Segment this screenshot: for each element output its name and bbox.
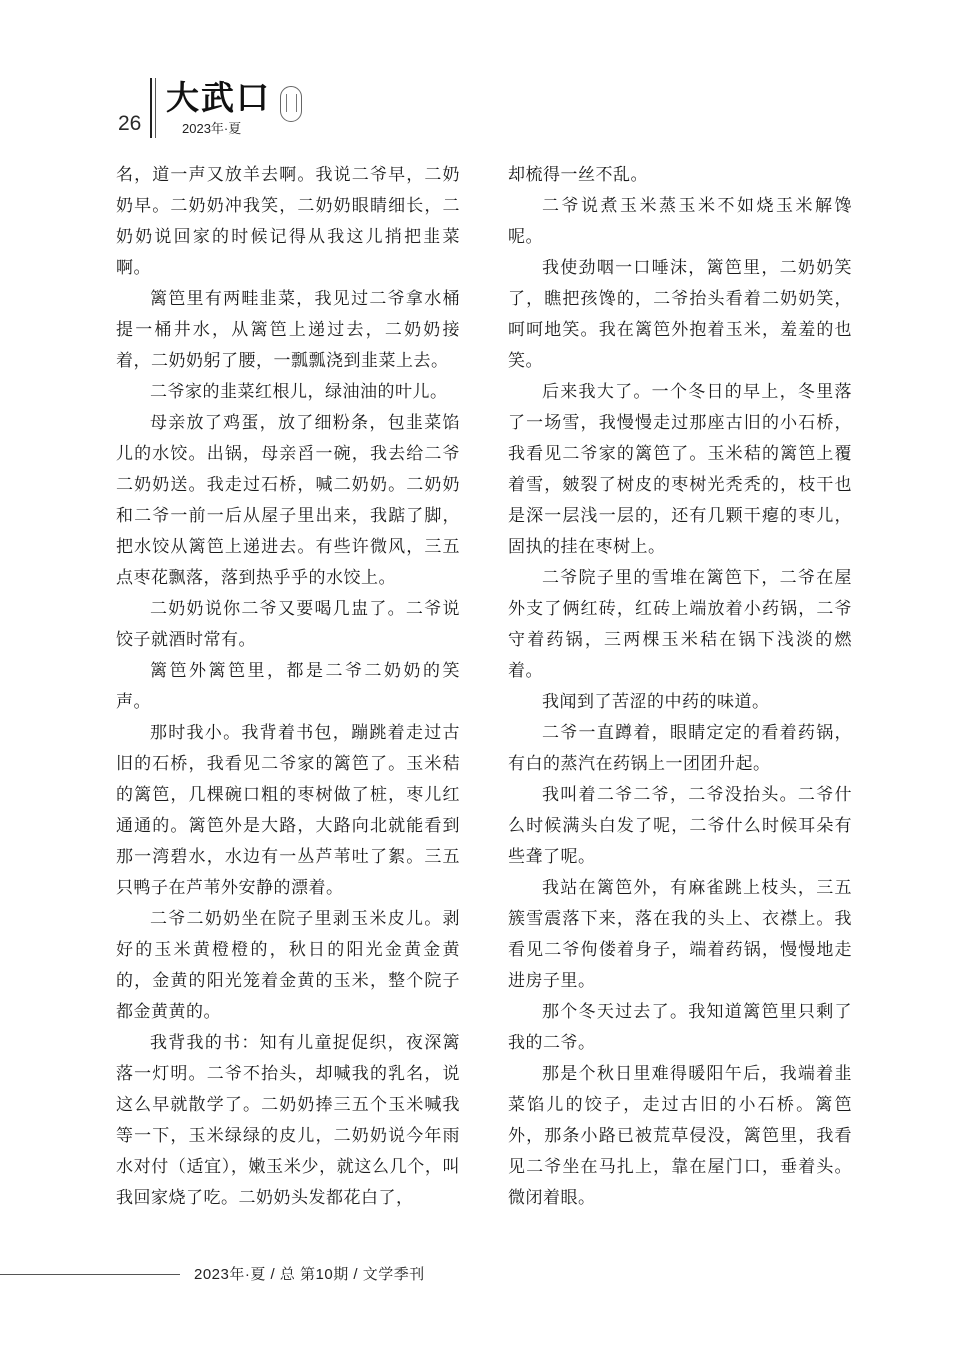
paragraph: 我闻到了苦涩的中药的味道。 xyxy=(542,692,770,712)
left-text-column xyxy=(116,160,460,1214)
paragraph: 我站在篱笆外，有麻雀跳上枝头，三五簇雪震落下来，落在我的头上、衣襟上。我看见二爷佝偻着身子，端着药锅，慢慢地走进房子里。 xyxy=(508,878,852,991)
paragraph: 母亲放了鸡蛋，放了细粉条，包韭菜馅儿的水饺。出锅，母亲舀一碗，我去给二爷二奶奶送。我走过石桥，喊二奶奶。二奶奶和二爷一前一后从屋子里出来，我踮了脚，把水饺从篱笆上递进去。有些许微风，三五点枣花飘落，落到热乎乎的水饺上。 xyxy=(116,413,460,588)
paragraph: 二爷家的韭菜红根儿，绿油油的叶儿。 xyxy=(150,382,448,402)
footer-rule xyxy=(0,1274,180,1275)
paragraph: 名，道一声又放羊去啊。我说二爷早，二奶奶早。二奶奶冲我笑，二奶奶眼睛细长，二奶奶说回家的时候记得从我这儿捎把韭菜啊。 xyxy=(116,165,460,278)
paragraph: 二爷一直蹲着，眼睛定定的看着药锅，有白的蒸汽在药锅上一团团升起。 xyxy=(508,723,852,774)
paragraph: 我背我的书：知有儿童捉促织，夜深篱落一灯明。二爷不抬头，却喊我的乳名，说这么早就散学了。二奶奶捧三五个玉米喊我等一下，玉米绿绿的皮儿，二奶奶说今年雨水对付（适宜），嫩玉米少，就这么几个，叫我回家烧了吃。二奶奶头发都花白了， xyxy=(116,1033,460,1208)
paragraph: 那个冬天过去了。我知道篱笆里只剩了我的二爷。 xyxy=(508,1002,852,1053)
paragraph: 篱笆里有两畦韭菜，我见过二爷拿水桶提一桶井水，从篱笆上递过去，二奶奶接着，二奶奶躬了腰，一瓢瓢浇到韭菜上去。 xyxy=(116,289,460,371)
page-header xyxy=(110,78,370,140)
paragraph: 我使劲咽一口唾沫，篱笆里，二奶奶笑了，瞧把孩馋的，二爷抬头看着二奶奶笑，呵呵地笑。我在篱笆外抱着玉米，羞羞的也笑。 xyxy=(508,258,852,371)
issue-season: 2023年·夏 xyxy=(182,121,242,136)
paragraph: 却梳得一丝不乱。 xyxy=(508,165,648,185)
magazine-title: 大武口 xyxy=(166,78,271,117)
paragraph: 后来我大了。一个冬日的早上，冬里落了一场雪，我慢慢走过那座古旧的小石桥，我看见二爷家的篱笆了。玉米秸的篱笆上覆着雪，皴裂了树皮的枣树光秃秃的，枝干也是深一层浅一层的，还有几颗干瘪的枣儿，固执的挂在枣树上。 xyxy=(508,382,852,557)
paragraph: 我叫着二爷二爷，二爷没抬头。二爷什么时候满头白发了呢，二爷什么时候耳朵有些聋了呢。 xyxy=(508,785,852,867)
paragraph: 二爷院子里的雪堆在篱笆下，二爷在屋外支了俩红砖，红砖上端放着小药锅，二爷守着药锅，三两棵玉米秸在锅下浅淡的燃着。 xyxy=(508,568,852,681)
paragraph: 那时我小。我背着书包，蹦跳着走过古旧的石桥，我看见二爷家的篱笆了。玉米秸的篱笆，几棵碗口粗的枣树做了桩，枣儿红通通的。篱笆外是大路，大路向北就能看到那一湾碧水，水边有一丛芦苇吐了絮。三五只鸭子在芦苇外安静的漂着。 xyxy=(116,723,460,898)
paragraph: 篱笆外篱笆里，都是二爷二奶奶的笑声。 xyxy=(116,661,460,712)
right-text-column xyxy=(508,160,852,1214)
header-divider-thin xyxy=(155,78,156,138)
header-divider xyxy=(150,78,152,138)
paragraph: 那是个秋日里难得暖阳午后，我端着韭菜馅儿的饺子，走过古旧的小石桥。篱笆外，那条小路已被荒草侵没，篱笆里，我看见二爷坐在马扎上，靠在屋门口，垂着头。微闭着眼。 xyxy=(508,1064,852,1208)
seal-icon xyxy=(280,86,302,122)
paragraph: 二爷二奶奶坐在院子里剥玉米皮儿。剥好的玉米黄橙橙的，秋日的阳光金黄金黄的，金黄的阳光笼着金黄的玉米，整个院子都金黄黄的。 xyxy=(116,909,460,1022)
paragraph: 二爷说煮玉米蒸玉米不如烧玉米解馋呢。 xyxy=(508,196,852,247)
page-number: 26 xyxy=(118,112,142,135)
paragraph: 二奶奶说你二爷又要喝几盅了。二爷说饺子就酒时常有。 xyxy=(116,599,460,650)
footer-issue-info: 2023年·夏 / 总 第10期 / 文学季刊 xyxy=(194,1266,425,1283)
